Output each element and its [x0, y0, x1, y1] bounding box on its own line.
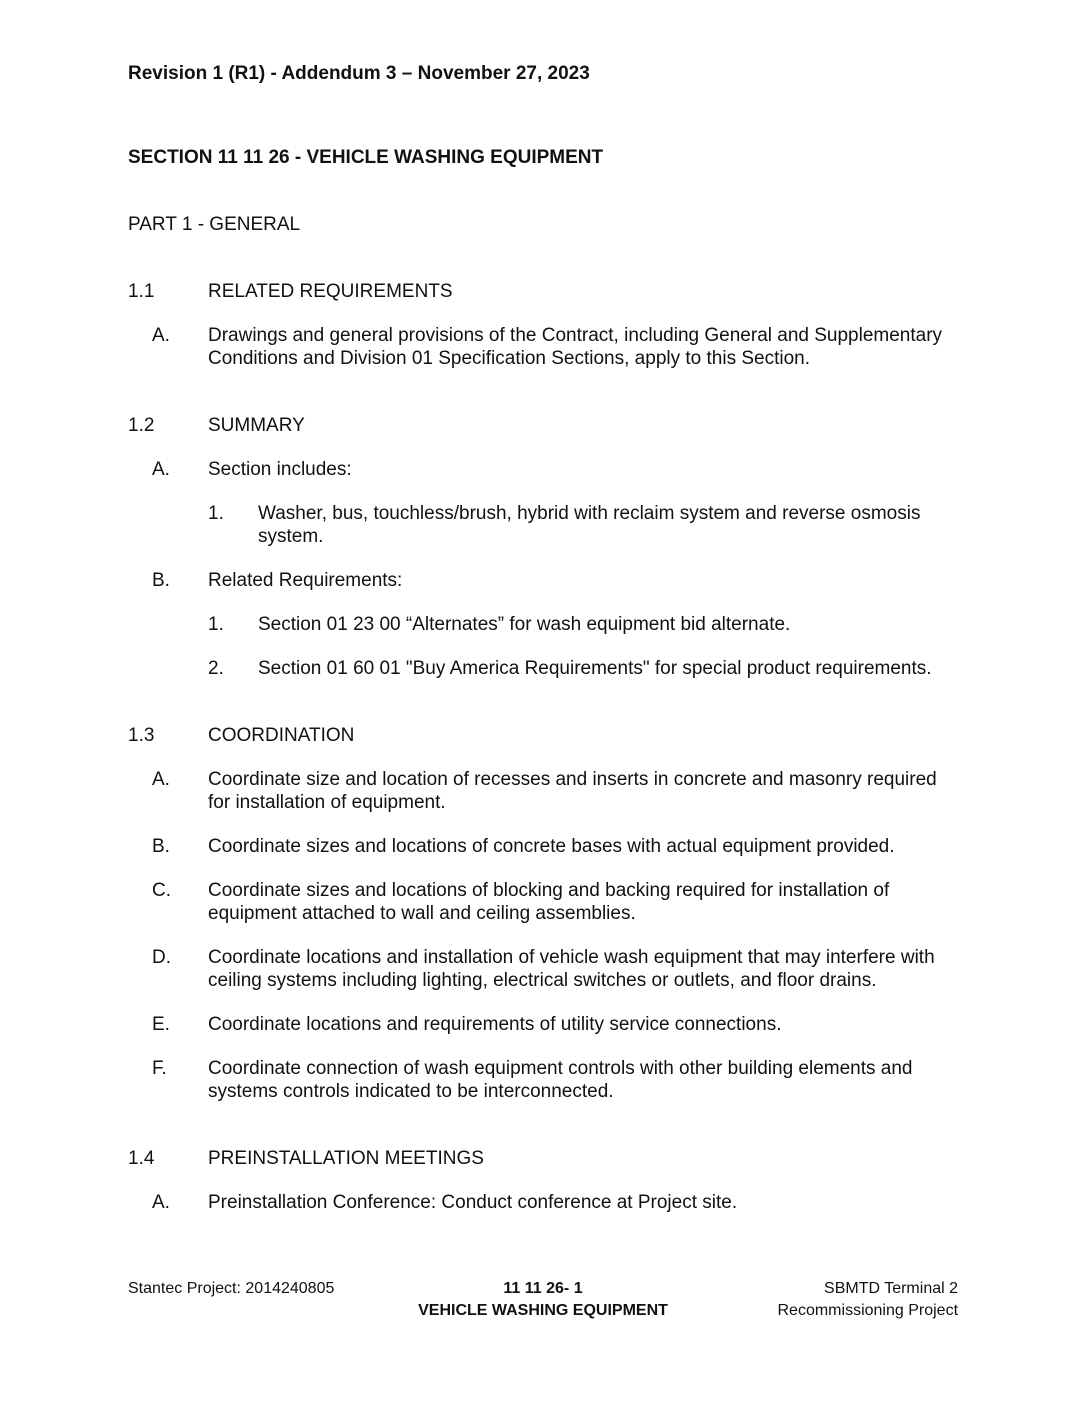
footer-center — [418, 1278, 668, 1322]
spec-item — [152, 768, 958, 814]
item-label: A. — [152, 325, 170, 346]
item-text: Coordinate connection of wash equipment controls with other building elements and systems controls indicated to be interconnected. — [208, 1058, 913, 1102]
spec-item — [152, 1057, 958, 1103]
footer-page-number: 11 11 26- 1 — [503, 1280, 583, 1297]
item-text: Coordinate locations and requirements of utility service connections. — [208, 1014, 782, 1035]
item-body — [208, 569, 958, 680]
item-label: F. — [152, 1058, 167, 1079]
article-heading — [128, 1147, 958, 1170]
item-text: Related Requirements: — [208, 570, 403, 591]
article-number: 1.2 — [128, 415, 155, 436]
footer-project-name-line1: SBMTD Terminal 2 — [824, 1280, 959, 1297]
item-text: Coordinate locations and installation of vehicle wash equipment that may interfere with ceiling systems including lighting, electrical switches or outlets, and floor drains. — [208, 947, 935, 991]
section-title: SECTION 11 11 26 - VEHICLE WASHING EQUIPMENT — [128, 147, 604, 168]
spec-item — [152, 1191, 958, 1214]
subitem-text: Washer, bus, touchless/brush, hybrid with reclaim system and reverse osmosis system. — [258, 503, 921, 547]
article-number: 1.3 — [128, 725, 155, 746]
footer-right — [668, 1278, 958, 1322]
item-label: B. — [152, 836, 170, 857]
footer-section-name: VEHICLE WASHING EQUIPMENT — [418, 1302, 668, 1319]
spec-subitem — [208, 613, 958, 636]
article-number: 1.1 — [128, 281, 155, 302]
footer — [128, 1278, 958, 1322]
spec-subitem — [208, 657, 958, 680]
articles — [128, 280, 958, 1214]
spec-item — [152, 458, 958, 548]
item-label: C. — [152, 880, 171, 901]
subitem-label: 2. — [208, 658, 224, 679]
item-body — [208, 1191, 958, 1214]
revision-header: Revision 1 (R1) - Addendum 3 – November 27, 2023 — [128, 63, 590, 84]
item-text: Coordinate sizes and locations of concrete bases with actual equipment provided. — [208, 836, 895, 857]
article-heading — [128, 414, 958, 437]
item-body — [208, 324, 958, 370]
item-body — [208, 946, 958, 992]
spec-item — [152, 1013, 958, 1036]
spec-article — [128, 280, 958, 370]
item-label: E. — [152, 1014, 170, 1035]
footer-project-name-line2: Recommissioning Project — [777, 1302, 959, 1319]
item-label: A. — [152, 1192, 170, 1213]
spec-item — [152, 946, 958, 992]
spec-article — [128, 1147, 958, 1214]
subitem-text: Section 01 23 00 “Alternates” for wash equipment bid alternate. — [258, 614, 791, 635]
subitem-label: 1. — [208, 503, 224, 524]
article-title: SUMMARY — [208, 415, 305, 436]
item-text: Coordinate sizes and locations of blocking and backing required for installation of equipment attached to wall and ceiling assemblies. — [208, 880, 890, 924]
subitem-label: 1. — [208, 614, 224, 635]
spec-item — [152, 879, 958, 925]
spec-item — [152, 324, 958, 370]
item-text: Coordinate size and location of recesses and inserts in concrete and masonry required for installation of equipment. — [208, 769, 937, 813]
subitem-text: Section 01 60 01 "Buy America Requirements" for special product requirements. — [258, 658, 932, 679]
spec-article — [128, 414, 958, 680]
item-label: D. — [152, 947, 171, 968]
item-label: A. — [152, 769, 170, 790]
article-number: 1.4 — [128, 1148, 155, 1169]
item-text: Preinstallation Conference: Conduct conference at Project site. — [208, 1192, 738, 1213]
article-title: COORDINATION — [208, 725, 355, 746]
part-title: PART 1 - GENERAL — [128, 214, 301, 235]
article-heading — [128, 724, 958, 747]
item-text: Section includes: — [208, 459, 352, 480]
spec-item — [152, 835, 958, 858]
item-body — [208, 879, 958, 925]
item-body — [208, 768, 958, 814]
spec-article — [128, 724, 958, 1103]
item-body — [208, 1013, 958, 1036]
article-title: PREINSTALLATION MEETINGS — [208, 1148, 484, 1169]
footer-project-id: Stantec Project: 2014240805 — [128, 1280, 335, 1297]
item-body — [208, 458, 958, 548]
article-title: RELATED REQUIREMENTS — [208, 281, 453, 302]
item-body — [208, 835, 958, 858]
spec-subitem — [208, 502, 958, 548]
item-label: A. — [152, 459, 170, 480]
item-text: Drawings and general provisions of the Contract, including General and Supplementary Conditions and Division 01 Specification Sections, apply to this Section. — [208, 325, 943, 369]
spec-item — [152, 569, 958, 680]
item-label: B. — [152, 570, 170, 591]
item-body — [208, 1057, 958, 1103]
article-heading — [128, 280, 958, 303]
